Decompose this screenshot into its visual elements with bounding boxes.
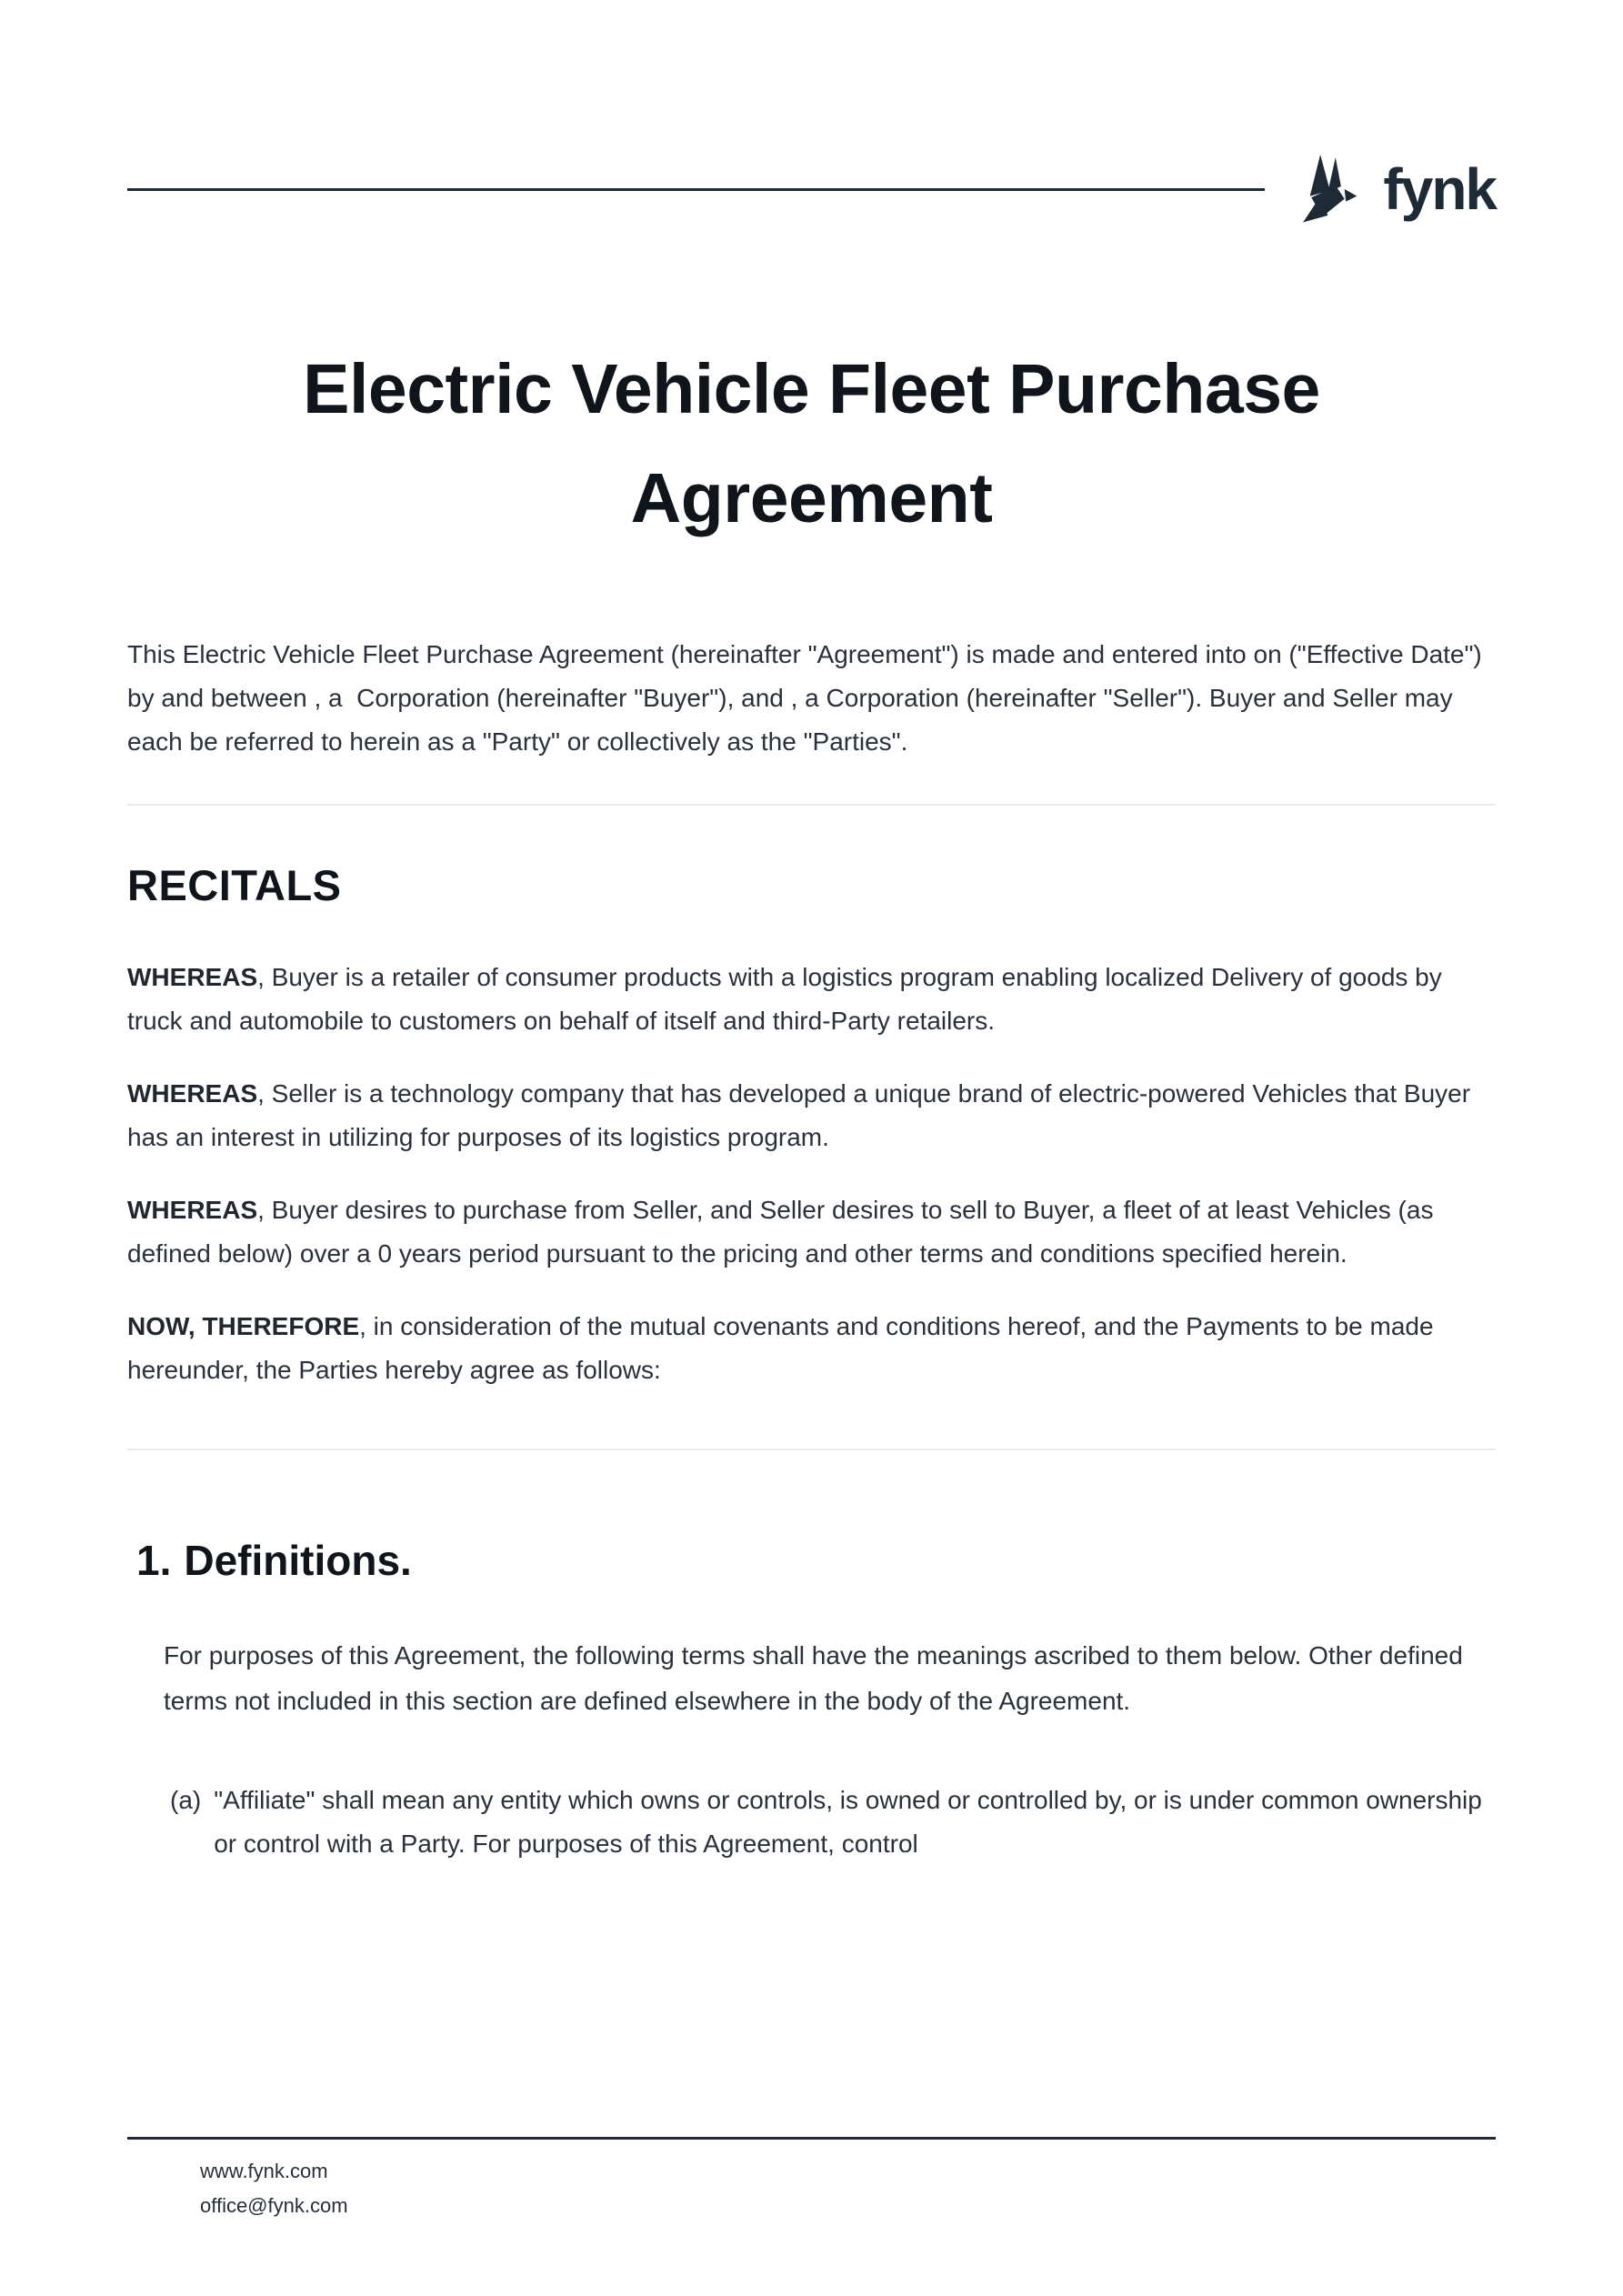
definition-text: "Affiliate" shall mean any entity which owns or controls, is owned or controlled by, or is under common ownership or control with a Party. For purposes of this Agreement, control [214,1785,1482,1858]
definition-marker: (a) [170,1785,202,1814]
recitals-heading: RECITALS [127,861,342,910]
definition-item [170,1779,1496,1866]
recital-paragraph [127,1188,1496,1276]
document-footer [127,2137,1496,2223]
section-divider [127,1449,1496,1450]
recital-lead: WHEREAS [127,1078,258,1108]
footer-rule [127,2137,1496,2140]
section-heading-definitions [136,1536,1496,1586]
recital-lead: WHEREAS [127,1195,258,1224]
section-number: 1. [136,1536,172,1584]
header-rule [127,188,1265,191]
footer-website: www.fynk.com [200,2160,328,2182]
document-title: Electric Vehicle Fleet Purchase Agreement [303,350,1320,538]
footer-email: office@fynk.com [200,2194,348,2217]
intro-paragraph: This Electric Vehicle Fleet Purchase Agreement (hereinafter "Agreement") is made and entered into on ("Effective Date") by and between , a Corporation (hereinafter "Buyer"), and , a Corporation (hereinafter "Seller"). Buyer and Seller may each be referred to herein as a "Party" or collectively as the "Parties". [127,640,1489,757]
footer-contact [200,2154,1496,2223]
recital-text: , Buyer is a retailer of consumer products with a logistics program enabling localized Delivery of goods by truck and automobile to customers on behalf of itself and third-Party retailers. [127,962,1442,1035]
section-intro-paragraph: For purposes of this Agreement, the following terms shall have the meanings ascribed to them below. Other defined terms not included in this section are defined elsewhere in the body of the Agreement. [164,1640,1463,1715]
origami-bird-icon [1297,151,1367,227]
recital-paragraph [127,1305,1496,1392]
recital-text: , Buyer desires to purchase from Seller, and Seller desires to sell to Buyer, a fleet of at least Vehicles (as defined below) over a 0 years period pursuant to the pricing and other terms and conditions specified herein. [127,1195,1434,1268]
recital-text: , Seller is a technology company that has developed a unique brand of electric-powered Vehicles that Buyer has an interest in utilizing for purposes of its logistics program. [127,1078,1471,1151]
document-header [127,151,1496,227]
recital-paragraph [127,956,1496,1043]
recital-paragraph [127,1072,1496,1159]
recital-text: , in consideration of the mutual covenants and conditions hereof, and the Payments to be made hereunder, the Parties hereby agree as follows: [127,1311,1434,1384]
recital-lead: NOW, THEREFORE [127,1311,360,1340]
section-divider [127,804,1496,806]
recital-lead: WHEREAS [127,962,258,991]
logo-wordmark: fynk [1383,156,1496,222]
fynk-logo [1297,151,1496,227]
section-title: Definitions. [184,1536,412,1584]
